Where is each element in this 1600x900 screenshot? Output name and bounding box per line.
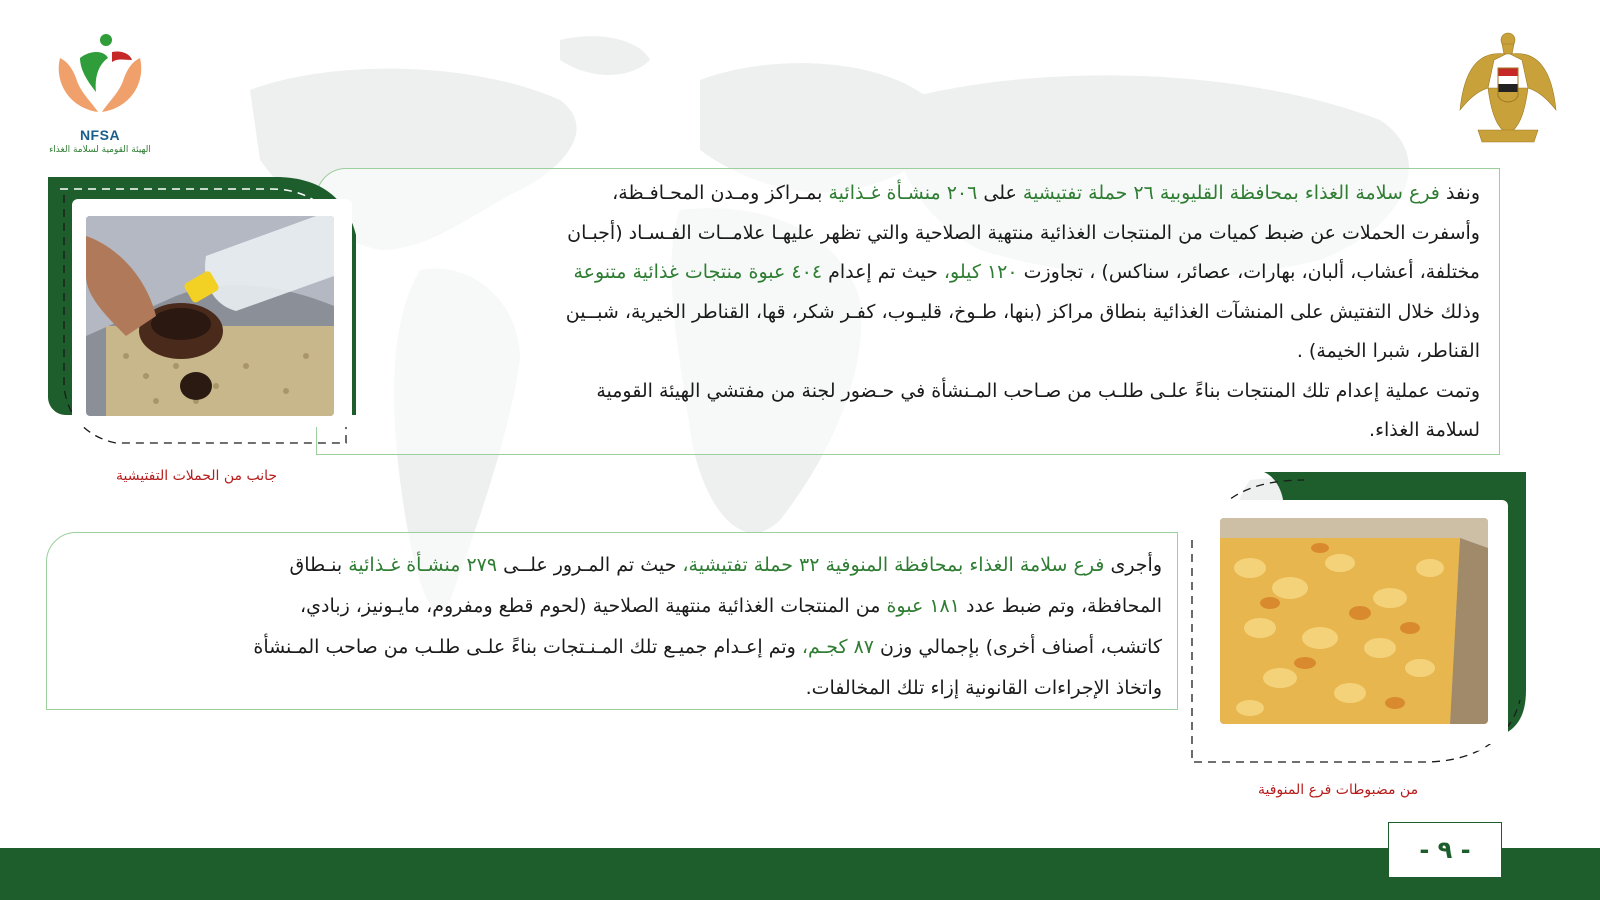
nfsa-logo [40,28,160,163]
menoufia-text: وتم إعـدام جميـع تلك المـنـتجات بناءً علـى طلـب من صاحب المـنشأة [253,636,802,658]
qalyubia-line [380,253,1480,293]
qalyubia-line [380,214,1480,254]
egypt-eagle-emblem [1458,30,1558,154]
menoufia-highlight: ٢٧٩ منشـأة غـذائية [348,554,498,576]
qalyubia-text: لسلامة الغذاء. [1369,419,1480,441]
photo2-caption: من مضبوطات فرع المنوفية [1258,782,1419,798]
inspection-photo-image [86,216,334,416]
menoufia-line [72,668,1162,709]
menoufia-text: وأجرى [1104,554,1162,576]
qalyubia-line [380,293,1480,333]
qalyubia-paragraph [380,174,1480,451]
qalyubia-line [380,174,1480,214]
nfsa-hands-icon [50,28,150,123]
qalyubia-text: وأسفرت الحملات عن ضبط كميات من المنتجات الغذائية منتهية الصلاحية والتي تظهر عليهـا علامــات الفـسـاد (أجبـان [567,221,1480,244]
qalyubia-text: على [977,182,1023,204]
qalyubia-highlight: ٢٠٦ منشـأة غـذائية [828,182,978,204]
qalyubia-line [380,332,1480,372]
menoufia-highlight: ٨٧ كجـم، [801,636,874,658]
qalyubia-line [380,372,1480,412]
qalyubia-text: مختلفة، أعشاب، ألبان، بهارات، عصائر، سناكس) ، تجاوزت [1017,261,1480,283]
seizures-photo-image [1220,518,1488,724]
page-number: - ٩ - [1388,822,1502,878]
qalyubia-text: ونفذ [1439,182,1480,204]
menoufia-line [72,627,1162,668]
menoufia-seizures-photo [1220,518,1488,724]
menoufia-line [72,586,1162,627]
qalyubia-text: بمـراكز ومـدن المحـافـظة، [612,182,829,204]
menoufia-text: واتخاذ الإجراءات القانونية إزاء تلك المخالفات. [805,677,1162,699]
qalyubia-highlight: فرع سلامة الغذاء بمحافظة القليوبية ٢٦ حملة تفتيشية [1022,182,1440,204]
menoufia-highlight: فرع سلامة الغذاء بمحافظة المنوفية ٣٢ حملة تفتيشية، [682,554,1105,576]
menoufia-line [72,545,1162,586]
photo1-caption: جانب من الحملات التفتيشية [116,468,278,484]
qalyubia-highlight: ١٢٠ كيلو، [943,261,1018,283]
footer-bar [0,848,1600,900]
qalyubia-text: وتمت عملية إعدام تلك المنتجات بناءً علـى طلـب من صـاحب المـنشأة في حـضور لجنة من مفتشي الهيئة القومية [596,379,1480,402]
inspection-campaign-photo [86,216,334,416]
qalyubia-text: وذلك خلال التفتيش على المنشآت الغذائية بنطاق مراكز (بنها، طـوخ، قليـوب، كفـر شكر، قها، القناطر الخيرية، شبــين [565,300,1480,323]
qalyubia-text: حيث تم إعدام [822,261,944,283]
menoufia-text: بنـطاق [289,554,349,576]
menoufia-highlight: ١٨١ عبوة [886,595,960,617]
menoufia-text: حيث تم المـرور علــى [497,554,683,576]
menoufia-paragraph [72,545,1162,709]
menoufia-text: المحافظة، وتم ضبط عدد [959,595,1162,617]
nfsa-full-name: الهيئة القومية لسلامة الغذاء [49,145,151,155]
qalyubia-line [380,411,1480,451]
menoufia-text: من المنتجات الغذائية منتهية الصلاحية (لحوم قطع ومفروم، مايـونيز، زبادي، [300,595,887,617]
nfsa-abbreviation: NFSA [79,127,121,143]
qalyubia-text: القناطر، شبرا الخيمة) . [1296,340,1480,362]
menoufia-text: كاتشب، أصناف أخرى) بإجمالي وزن [873,636,1162,658]
qalyubia-highlight: ٤٠٤ عبوة منتجات غذائية متنوعة [573,261,823,283]
